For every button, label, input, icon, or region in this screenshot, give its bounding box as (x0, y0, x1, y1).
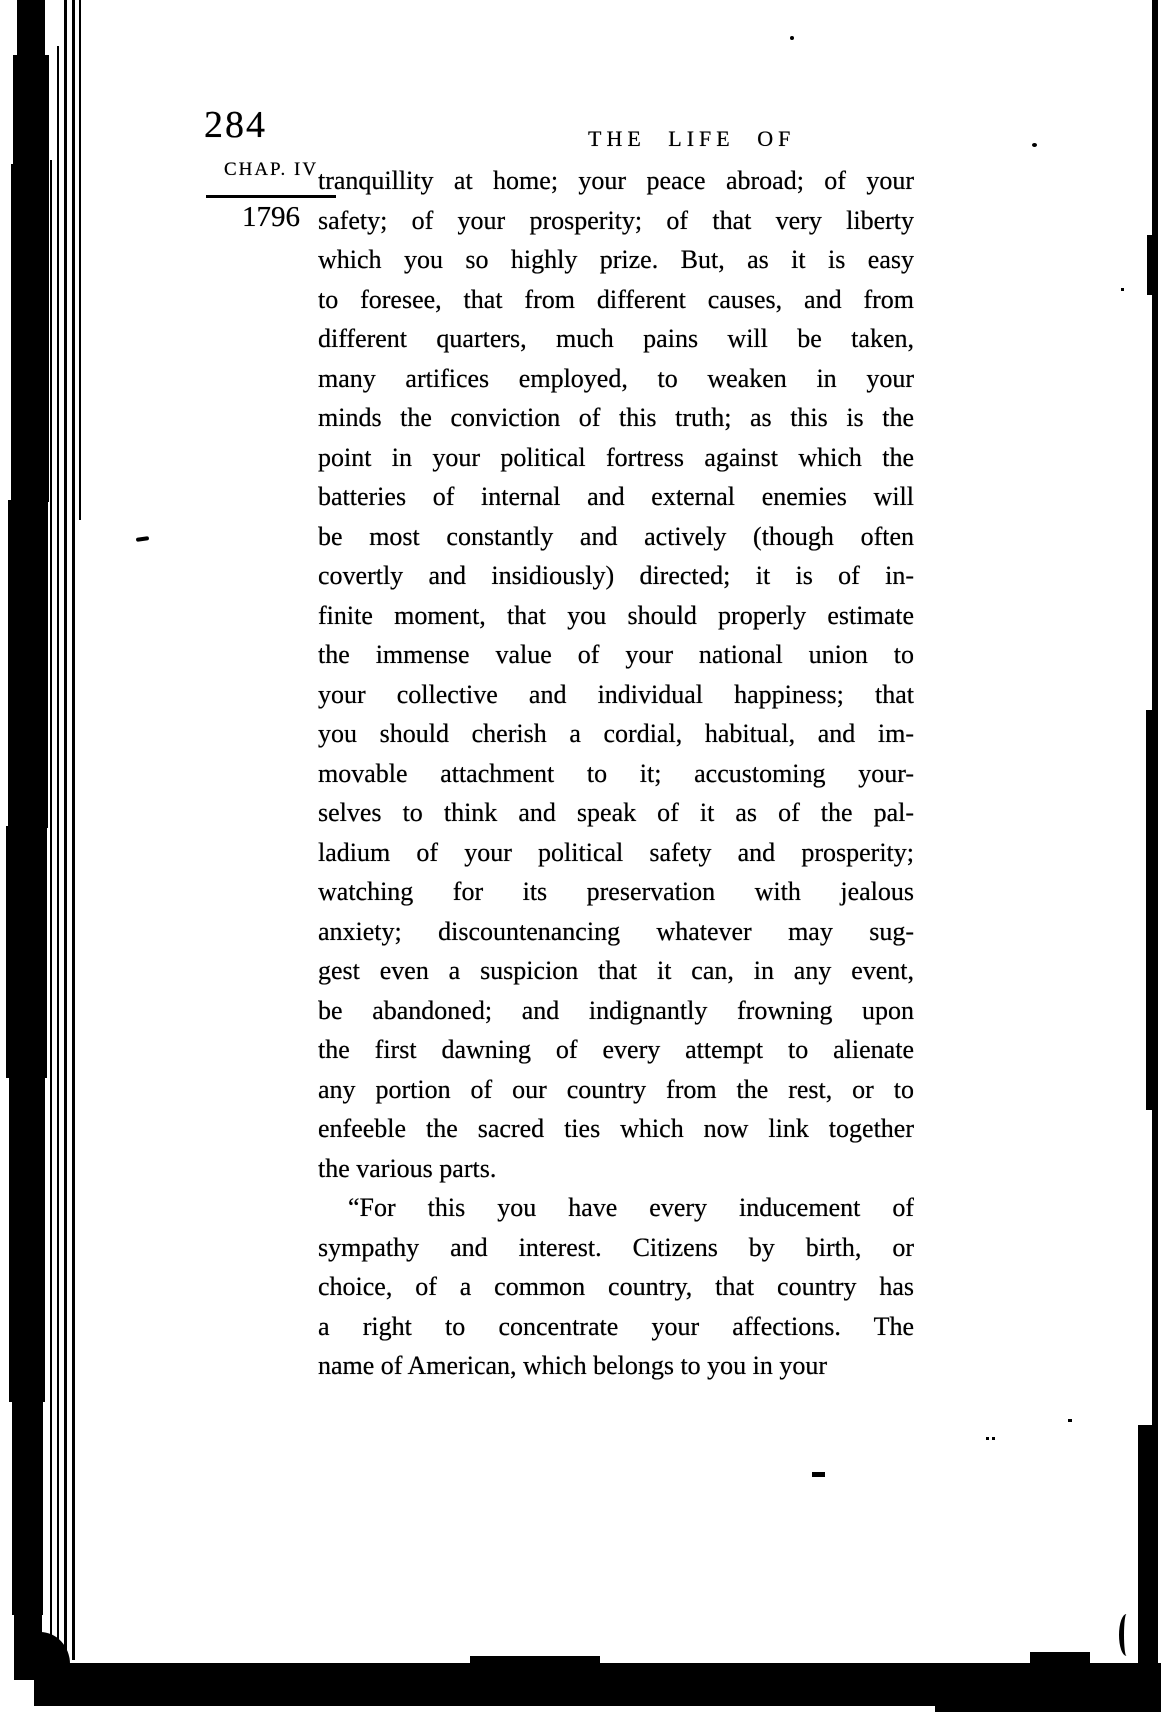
body-line: name of American, which belongs to you in your (318, 1351, 828, 1380)
ink-speck-tilde (136, 536, 149, 542)
ink-speck (1068, 1419, 1072, 1422)
ink-speck (1121, 288, 1124, 291)
body-line: a right to concentrate your affections. The (318, 1311, 914, 1341)
body-line: you should cherish a cordial, habitual, and im- (318, 719, 914, 748)
body-line: batteries of internal and external enemies will (318, 482, 914, 511)
body-line: watching for its preservation with jealous (318, 877, 914, 906)
body-line: finite moment, that you should properly estimate (318, 600, 914, 630)
binding-shadow-segment (17, 0, 45, 58)
year-label: 1796 (242, 201, 300, 233)
ink-speck (790, 36, 794, 40)
body-line: any portion of our country from the rest, or to (318, 1074, 914, 1104)
body-line: tranquillity at home; your peace abroad; of your (318, 166, 914, 195)
binding-shadow-segment (9, 1076, 45, 1402)
page-curl-mark (1119, 1614, 1134, 1656)
ink-speck (992, 1437, 995, 1440)
body-line: selves to think and speak of it as of the pal- (318, 798, 914, 827)
body-line-paragraph-end: the various parts. (318, 1153, 497, 1183)
gutter-scan-line (50, 160, 52, 1655)
body-line: enfeeble the sacred ties which now link together (318, 1114, 914, 1143)
body-line: to foresee, that from different causes, and from (318, 284, 914, 314)
page-number: 284 (204, 104, 267, 146)
margin-rule (206, 195, 336, 198)
ink-speck (1032, 143, 1037, 147)
binding-shadow-segment (13, 55, 49, 167)
page-edge-patch (1138, 1425, 1158, 1665)
body-line: different quarters, much pains will be taken, (318, 324, 914, 353)
body-line: point in your political fortress against which the (318, 442, 914, 472)
body-line: minds the conviction of this truth; as this is the (318, 403, 914, 432)
body-line: be most constantly and actively (though often (318, 521, 914, 551)
body-line: the first dawning of every attempt to alienate (318, 1035, 914, 1064)
binding-shadow-segment (12, 1400, 43, 1615)
body-line: sympathy and interest. Citizens by birth, or (318, 1232, 914, 1262)
body-text-block (318, 161, 914, 1386)
page-edge-patch (1147, 235, 1158, 295)
bottom-scan-bar-lip (1030, 1652, 1090, 1666)
body-line: the immense value of your national union to (318, 640, 914, 669)
bottom-scan-bar-lip (935, 1705, 1161, 1712)
body-line: covertly and insidiously) directed; it is of in- (318, 561, 914, 590)
gutter-scan-line (57, 46, 59, 1658)
bottom-scan-bar (34, 1663, 1161, 1706)
body-line: anxiety; discountenancing whatever may sug- (318, 916, 914, 946)
gutter-scan-line (79, 0, 81, 520)
body-line: your collective and individual happiness; that (318, 679, 914, 709)
body-line: which you so highly prize. But, as it is easy (318, 245, 914, 274)
chapter-label: CHAP. IV (223, 159, 319, 180)
ink-speck (986, 1437, 989, 1440)
running-header: THE LIFE OF (588, 126, 796, 151)
binding-shadow-segment (11, 164, 49, 502)
gutter-scan-line (72, 0, 75, 1660)
bottom-scan-bar-lip (470, 1656, 600, 1666)
ink-speck-dash (812, 1472, 825, 1477)
body-line: be abandoned; and indignantly frowning upon (318, 995, 914, 1025)
body-line: ladium of your political safety and prosperity; (318, 837, 914, 867)
body-line: choice, of a common country, that country has (318, 1272, 914, 1301)
body-line-paragraph-start: “For this you have every inducement of (348, 1193, 914, 1222)
binding-shadow-segment (8, 500, 48, 828)
margin-note (206, 160, 336, 232)
binding-shadow-segment (6, 826, 47, 1078)
body-line: movable attachment to it; accustoming your- (318, 758, 914, 788)
gutter-scan-line (64, 0, 67, 1660)
page-edge-patch (1146, 710, 1158, 1110)
body-line: gest even a suspicion that it can, in any event, (318, 956, 914, 985)
body-line: many artifices employed, to weaken in your (318, 363, 914, 393)
body-line: safety; of your prosperity; of that very liberty (318, 205, 914, 235)
